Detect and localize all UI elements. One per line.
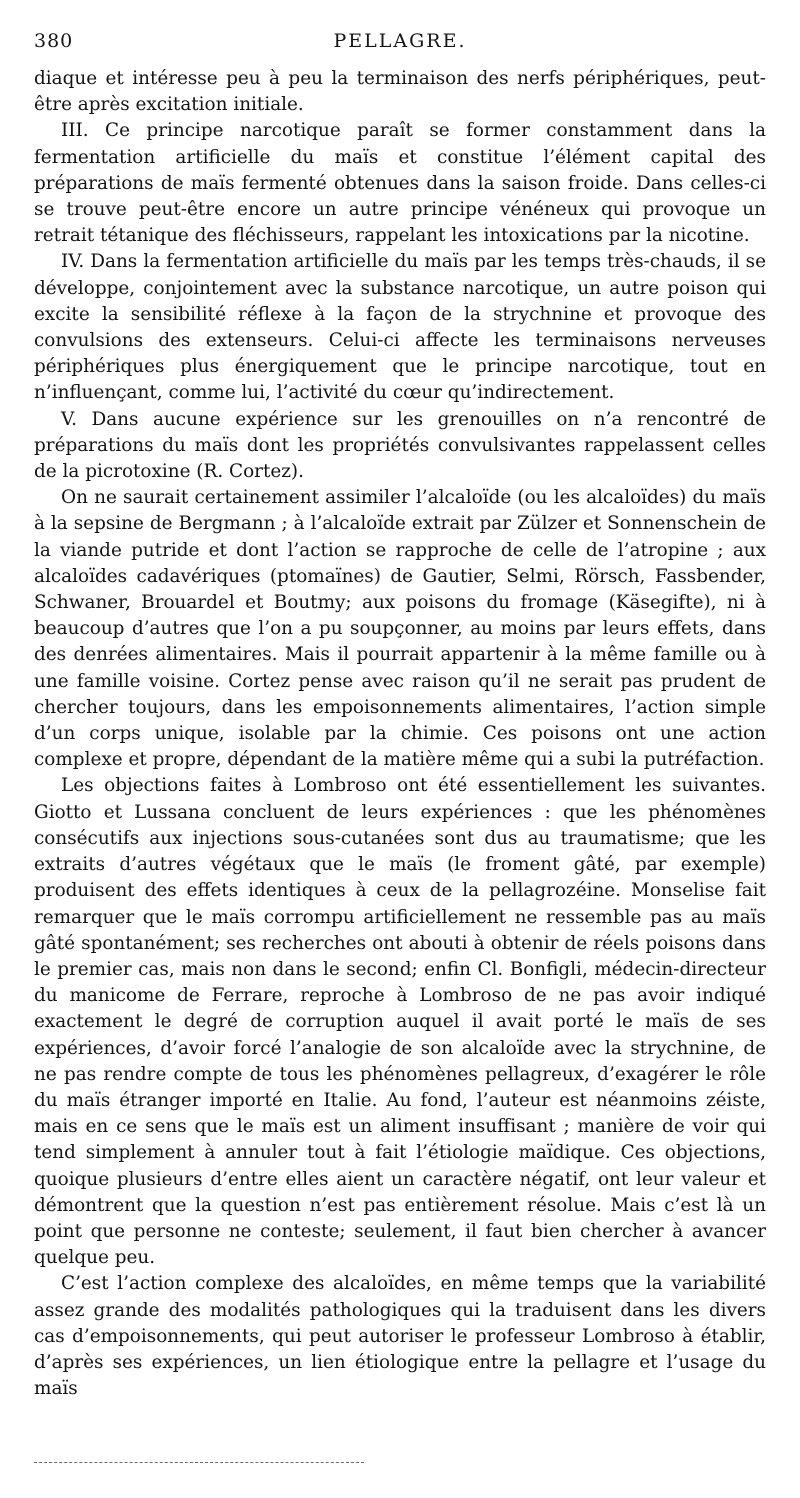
- paragraph-continuation: diaque et intéresse peu à peu la terminaison des nerfs périphériques, peut-être après excitation initiale.: [34, 68, 766, 116]
- body-text: [34, 66, 766, 1402]
- running-title: PELLAGRE.: [333, 30, 467, 52]
- paragraph-complex-action: C’est l’action complexe des alcaloïdes, en même temps que la variabilité assez grande des modalités pathologiques qui la traduisent dans les divers cas d’empoisonnements, qui peut autoriser le professeur Lombroso à établir, d’après ses expériences, un lien étiologique entre la pellagre et l’usage du maïs: [34, 1273, 766, 1400]
- page-header: [34, 30, 766, 60]
- paragraph-objections: Les objections faites à Lombroso ont été essentiellement les suivantes. Giotto et Lussana concluent de leurs expériences : que les phénomènes consécutifs aux injections sous-cutanées sont dus au traumatisme; que les extraits d’autres végétaux que le maïs (le froment gâté, par exemple) produisent des effets identiques à ceux de la pellagrozéine. Monselise fait remarquer que le maïs corrompu artificiellement ne ressemble pas au maïs gâté spontanément; ses recherches ont abouti à obtenir de réels poisons dans le premier cas, mais non dans le second; enfin Cl. Bonfigli, médecin-directeur du manicome de Ferrare, reproche à Lombroso de ne pas avoir indiqué exactement le degré de corruption auquel il avait porté le maïs de ses expériences, d’avoir forcé l’analogie de son alcaloïde avec la strychnine, de ne pas rendre compte de tous les phénomènes pellagreux, d’exagérer le rôle du maïs étranger importé en Italie. Au fond, l’auteur est néanmoins zéiste, mais en ce sens que le maïs est un aliment insuffisant ; manière de voir qui tend simplement à annuler tout à fait l’étiologie maïdique. Ces objections, quoique plusieurs d’entre elles aient un caractère négatif, ont leur valeur et démontrent que la question n’est pas entièrement résolue. Mais c’est là un point que personne ne conteste; seulement, il faut bien chercher à avancer quelque peu.: [34, 775, 766, 1269]
- page-number: 380: [34, 30, 74, 52]
- paragraph-conclusion-iv: IV. Dans la fermentation artificielle du maïs par les temps très-chauds, il se développe, conjointement avec la substance narcotique, un autre poison qui excite la sensibilité réflexe à la façon de la strychnine et provoque des convulsions des extenseurs. Celui-ci affecte les terminaisons nerveuses périphériques plus énergiquement que le principe narcotique, tout en n’influençant, comme lui, l’activité du cœur qu’indirectement.: [34, 251, 766, 404]
- paragraph-alkaloid-comparison: On ne saurait certainement assimiler l’alcaloïde (ou les alcaloïdes) du maïs à la sepsine de Bergmann ; à l’alcaloïde extrait par Zülzer et Sonnenschein de la viande putride et dont l’action se rapproche de celle de l’atropine ; aux alcaloïdes cadavériques (ptomaïnes) de Gautier, Selmi, Rörsch, Fassbender, Schwaner, Brouardel et Boutmy; aux poisons du fromage (Käsegifte), ni à beaucoup d’autres que l’on a pu soupçonner, au moins par leurs effets, dans des denrées alimentaires. Mais il pourrait appartenir à la même famille ou à une famille voisine. Cortez pense avec raison qu’il ne serait pas prudent de chercher toujours, dans les empoisonnements alimentaires, l’action simple d’un corps unique, isolable par la chimie. Ces poisons ont une action complexe et propre, dépendant de la matière même qui a subi la putréfaction.: [34, 487, 766, 771]
- footer-rule: [34, 1462, 364, 1463]
- paragraph-conclusion-iii: III. Ce principe narcotique paraît se former constamment dans la fermentation artificielle du maïs et constitue l’élément capital des préparations de maïs fermenté obtenues dans la saison froide. Dans celles-ci se trouve peut-être encore un autre principe vénéneux qui provoque un retrait tétanique des fléchisseurs, rappelant les intoxications par la nicotine.: [34, 120, 766, 247]
- paragraph-conclusion-v: V. Dans aucune expérience sur les grenouilles on n’a rencontré de préparations du maïs dont les propriétés convulsivantes rappelassent celles de la picrotoxine (R. Cortez).: [34, 408, 766, 483]
